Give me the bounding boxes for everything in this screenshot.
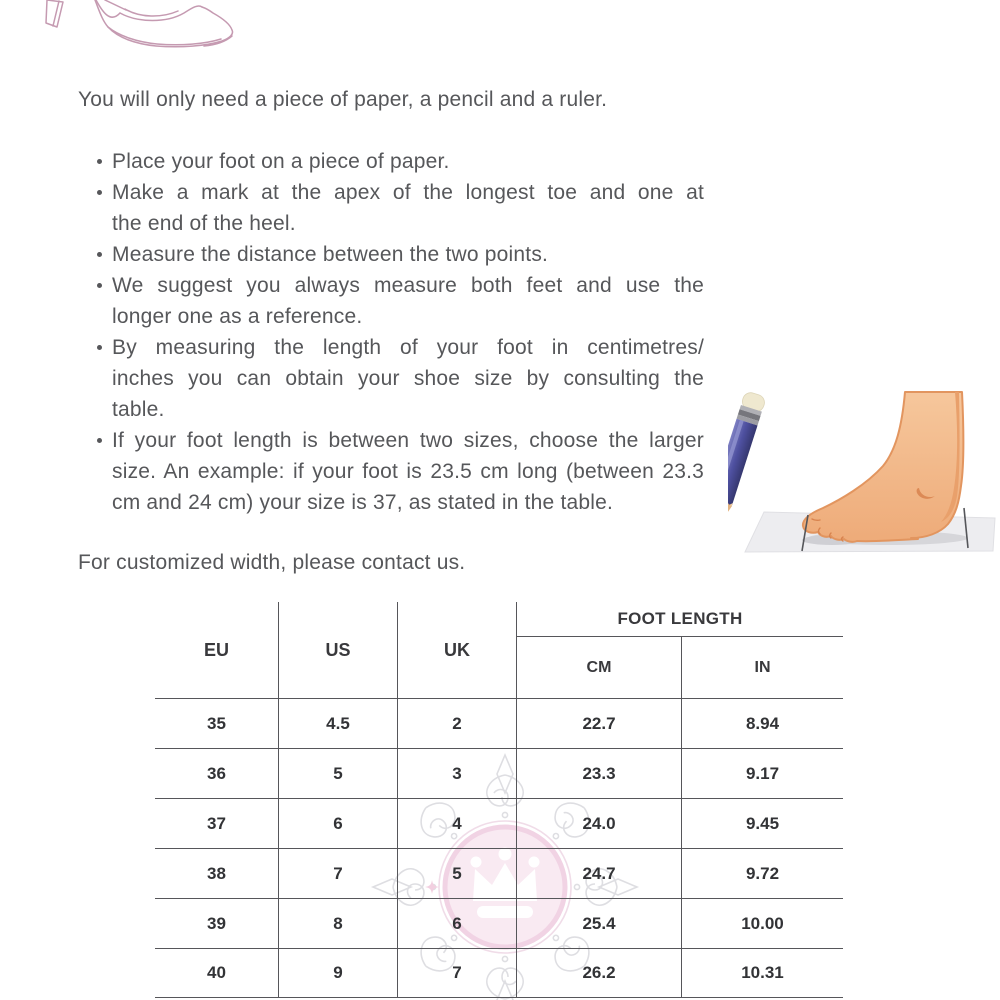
cell-us: 9: [279, 949, 398, 997]
cell-uk: 5: [398, 849, 517, 898]
cell-cm: 24.0: [517, 799, 682, 848]
shoe-body: [95, 0, 233, 47]
bullet-dot: [97, 190, 102, 195]
cell-eu: 35: [155, 699, 279, 748]
table-header: [155, 602, 843, 698]
cell-in: 9.72: [745, 863, 780, 883]
cell-cm: 23.3: [517, 749, 682, 798]
cell-in: 10.00: [741, 913, 784, 933]
cell-us: 7: [279, 849, 398, 898]
cell-uk: 4: [398, 799, 517, 848]
cell-eu: 40: [155, 949, 279, 997]
bullet-dot: [97, 252, 102, 257]
column-header-eu: EU: [155, 602, 279, 698]
instruction-line: By measuring the length of your foot in centimetres/: [112, 336, 704, 359]
table-row: [155, 748, 843, 798]
instruction-line: table.: [112, 398, 165, 421]
cell-cm: 24.7: [517, 849, 682, 898]
bullet-dot: [97, 283, 102, 288]
size-conversion-table: [155, 602, 843, 998]
cell-uk: 3: [398, 749, 517, 798]
instruction-item: [97, 332, 717, 425]
cell-us: 5: [279, 749, 398, 798]
contact-note: For customized width, please contact us.: [78, 551, 466, 574]
high-heel-shoe-illustration: [26, 0, 241, 58]
instruction-line: If your foot length is between two sizes, choose the larger: [112, 429, 704, 452]
cell-uk: 6: [398, 899, 517, 948]
sub-header-in: IN: [754, 658, 771, 676]
cell-in: 10.31: [741, 963, 784, 982]
foot: [803, 392, 963, 542]
table-row: [155, 948, 843, 998]
cell-eu: 37: [155, 799, 279, 848]
instruction-list: [97, 146, 717, 518]
instruction-line: cm and 24 cm) your size is 37, as stated in the table.: [112, 491, 614, 514]
foot-measuring-illustration: [728, 378, 1000, 560]
instruction-line: the end of the heel.: [112, 212, 296, 235]
group-header-label: FOOT LENGTH: [517, 602, 843, 637]
instruction-line: longer one as a reference.: [112, 305, 363, 328]
column-header-uk: UK: [398, 602, 517, 698]
cell-eu: 36: [155, 749, 279, 798]
instruction-line: Measure the distance between the two points.: [112, 243, 549, 266]
instruction-line: Place your foot on a piece of paper.: [112, 150, 450, 173]
instruction-item: [97, 239, 717, 270]
instruction-item: [97, 270, 717, 332]
instruction-item: [97, 425, 717, 518]
bullet-dot: [97, 159, 102, 164]
table-row: [155, 698, 843, 748]
instruction-line: size. An example: if your foot is 23.5 cm long (between 23.3: [112, 460, 704, 483]
intro-text: You will only need a piece of paper, a pencil and a ruler.: [78, 88, 608, 111]
table-row: [155, 898, 843, 948]
sub-header-cm: CM: [517, 637, 682, 698]
shoe-heel: [46, 0, 63, 27]
instruction-line: Make a mark at the apex of the longest toe and one at: [112, 181, 704, 204]
cell-in: 9.45: [745, 813, 780, 833]
cell-cm: 25.4: [517, 899, 682, 948]
table-row: [155, 848, 843, 898]
instruction-item: [97, 146, 717, 177]
instruction-line: inches you can obtain your shoe size by consulting the: [112, 367, 704, 390]
cell-eu: 38: [155, 849, 279, 898]
cell-eu: 39: [155, 899, 279, 948]
cell-uk: 2: [398, 699, 517, 748]
instruction-item: [97, 177, 717, 239]
table-row: [155, 798, 843, 848]
cell-us: 6: [279, 799, 398, 848]
cell-cm: 26.2: [517, 949, 682, 997]
cell-in: 9.17: [745, 763, 780, 783]
column-header-us: US: [279, 602, 398, 698]
cell-uk: 7: [398, 949, 517, 997]
cell-in: 8.94: [745, 713, 780, 733]
column-group-foot-length: [517, 602, 843, 698]
cell-us: 8: [279, 899, 398, 948]
instruction-line: We suggest you always measure both feet and use the: [112, 274, 704, 297]
bullet-dot: [97, 438, 102, 443]
cell-us: 4.5: [279, 699, 398, 748]
cell-cm: 22.7: [517, 699, 682, 748]
bullet-dot: [97, 345, 102, 350]
